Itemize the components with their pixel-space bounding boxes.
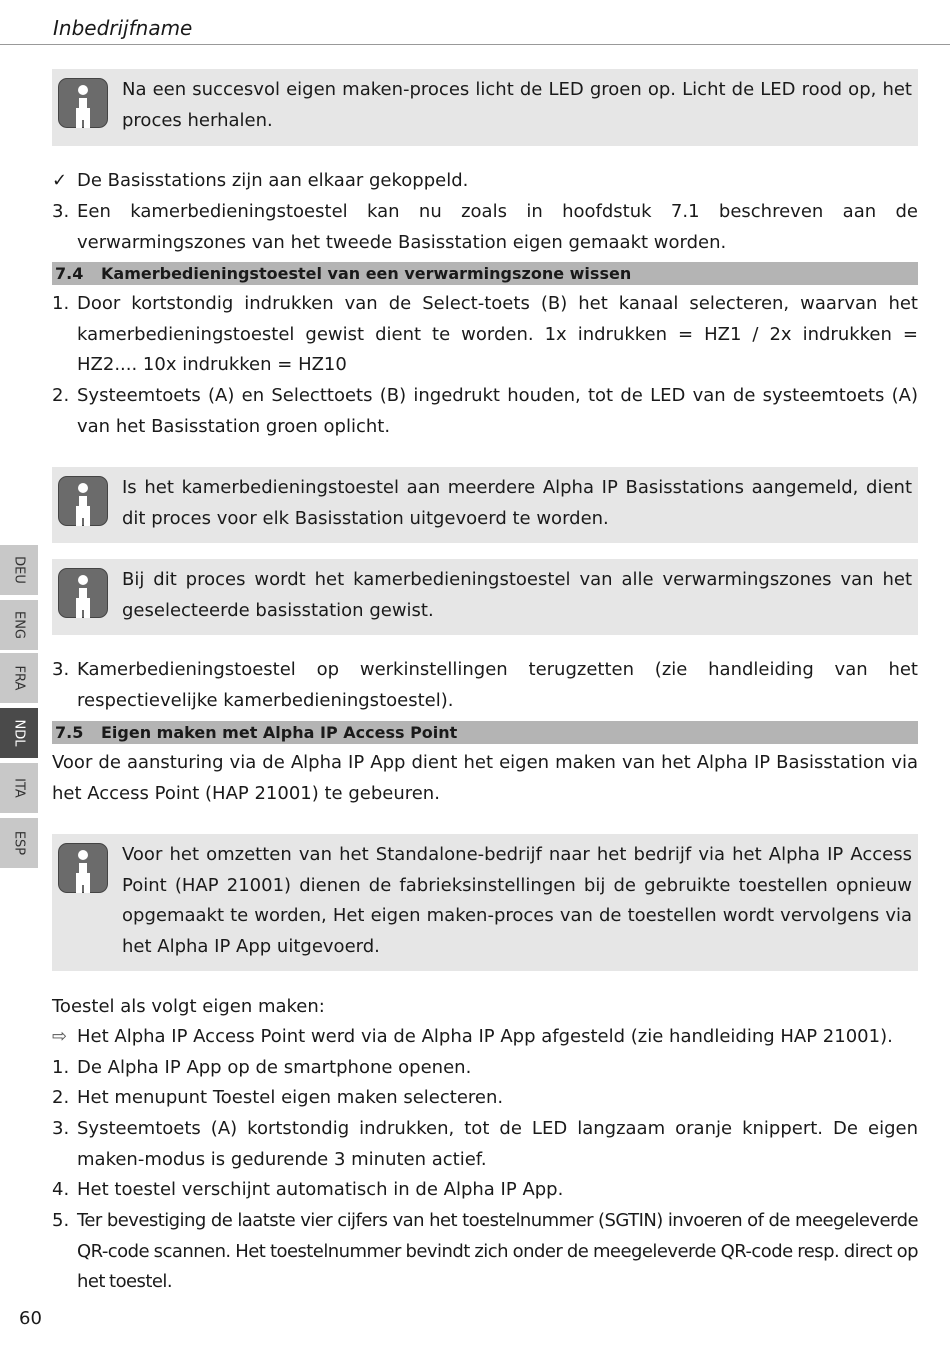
item-number: 5. xyxy=(52,1210,70,1231)
info-text: Voor het omzetten van het Standalone-bedrijf naar het bedrijf via het Alpha IP Access Point (HAP 21001) dienen de fabrieksinstellingen bij de gebruikte toestellen opnieuw opgemaakt te worden, Het eigen maken-proces van de toestellen wordt vervolgens via het Alpha IP App uitgevoerd. xyxy=(122,844,912,957)
list-item xyxy=(52,1053,918,1084)
tab-label: ESP xyxy=(11,830,27,856)
section-heading-7-4 xyxy=(52,262,918,285)
list-item xyxy=(52,197,918,258)
header-divider xyxy=(0,44,950,45)
info-text: Is het kamerbedieningstoestel aan meerdere Alpha IP Basisstations aangemeld, dient dit proces voor elk Basisstation uitgevoerd te worden. xyxy=(122,477,912,529)
item-text: Kamerbedieningstoestel op werkinstellingen terugzetten (zie handleiding van het respectievelijke kamerbedieningstoestel). xyxy=(77,659,918,711)
item-text: Het toestel verschijnt automatisch in de Alpha IP App. xyxy=(77,1179,564,1200)
item-number: 4. xyxy=(52,1179,70,1200)
list-item xyxy=(52,1083,918,1114)
info-box xyxy=(52,467,918,543)
precondition-item xyxy=(52,1022,918,1053)
item-text: Systeemtoets (A) en Selecttoets (B) ingedrukt houden, tot de LED van de systeemtoets (A) van het Basisstation groen oplicht. xyxy=(77,385,918,437)
item-number: 3. xyxy=(52,1118,70,1139)
section-number: 7.5 xyxy=(55,723,84,742)
paragraph: Toestel als volgt eigen maken: xyxy=(52,996,325,1017)
section-heading-7-5 xyxy=(52,721,918,744)
tab-esp[interactable] xyxy=(0,818,38,868)
item-text: Het menupunt Toestel eigen maken selecteren. xyxy=(77,1087,504,1108)
item-text: Het Alpha IP Access Point werd via de Alpha IP App afgesteld (zie handleiding HAP 21001). xyxy=(77,1026,893,1047)
running-header: Inbedrijfname xyxy=(53,16,193,40)
info-text: Bij dit proces wordt het kamerbedieningstoestel van alle verwarmingszones van het geselecteerde basisstation gewist. xyxy=(122,569,912,621)
check-icon: ✓ xyxy=(52,170,68,191)
item-number: 3. xyxy=(52,201,70,222)
info-box xyxy=(52,559,918,635)
item-text: De Basisstations zijn aan elkaar gekoppeld. xyxy=(77,170,469,191)
section-number: 7.4 xyxy=(55,264,84,283)
tab-ndl[interactable] xyxy=(0,708,38,758)
item-number: 2. xyxy=(52,385,70,406)
list-item xyxy=(52,655,918,716)
section-title: Kamerbedieningstoestel van een verwarmingszone wissen xyxy=(101,264,632,283)
arrow-icon: ⇨ xyxy=(52,1026,68,1047)
list-item xyxy=(52,1206,918,1298)
check-item xyxy=(52,166,918,197)
list-item xyxy=(52,289,918,381)
tab-label: DEU xyxy=(11,556,27,584)
page-number: 60 xyxy=(19,1308,42,1329)
info-icon xyxy=(58,568,108,618)
tab-eng[interactable] xyxy=(0,600,38,650)
item-text: Systeemtoets (A) kortstondig indrukken, tot de LED langzaam oranje knippert. De eigen maken-modus is gedurende 3 minuten actief. xyxy=(77,1118,918,1170)
tab-label: NDL xyxy=(11,719,27,747)
item-number: 1. xyxy=(52,293,70,314)
tab-label: ITA xyxy=(11,778,27,798)
list-item xyxy=(52,381,918,442)
info-icon xyxy=(58,476,108,526)
info-icon xyxy=(58,78,108,128)
item-number: 3. xyxy=(52,659,70,680)
info-box xyxy=(52,834,918,971)
item-text: Een kamerbedieningstoestel kan nu zoals in hoofdstuk 7.1 beschreven aan de verwarmingszones van het tweede Basisstation eigen gemaakt worden. xyxy=(77,201,918,253)
tab-fra[interactable] xyxy=(0,653,38,703)
list-item xyxy=(52,1114,918,1175)
tab-label: FRA xyxy=(11,665,27,691)
section-title: Eigen maken met Alpha IP Access Point xyxy=(101,723,458,742)
tab-deu[interactable] xyxy=(0,545,38,595)
paragraph: Voor de aansturing via de Alpha IP App dient het eigen maken van het Alpha IP Basisstation via het Access Point (HAP 21001) te gebeuren. xyxy=(52,752,918,804)
list-item xyxy=(52,1175,918,1206)
info-icon xyxy=(58,843,108,893)
tab-ita[interactable] xyxy=(0,763,38,813)
info-text: Na een succesvol eigen maken-proces licht de LED groen op. Licht de LED rood op, het proces herhalen. xyxy=(122,79,912,131)
item-text: Door kortstondig indrukken van de Select-toets (B) het kanaal selecteren, waarvan het kamerbedieningstoestel gewist dient te worden. 1x indrukken = HZ1 / 2x indrukken = HZ2.... 10x indrukken = HZ10 xyxy=(77,293,918,375)
item-text: De Alpha IP App op de smartphone openen. xyxy=(77,1057,472,1078)
item-text: Ter bevestiging de laatste vier cijfers van het toestelnummer (SGTIN) invoeren of de meegeleverde QR-code scannen. Het toestelnummer bevindt zich onder de meegeleverde QR-code resp. direct op het toestel. xyxy=(77,1210,918,1292)
item-number: 1. xyxy=(52,1057,70,1078)
info-box xyxy=(52,69,918,146)
tab-label: ENG xyxy=(11,610,27,640)
item-number: 2. xyxy=(52,1087,70,1108)
